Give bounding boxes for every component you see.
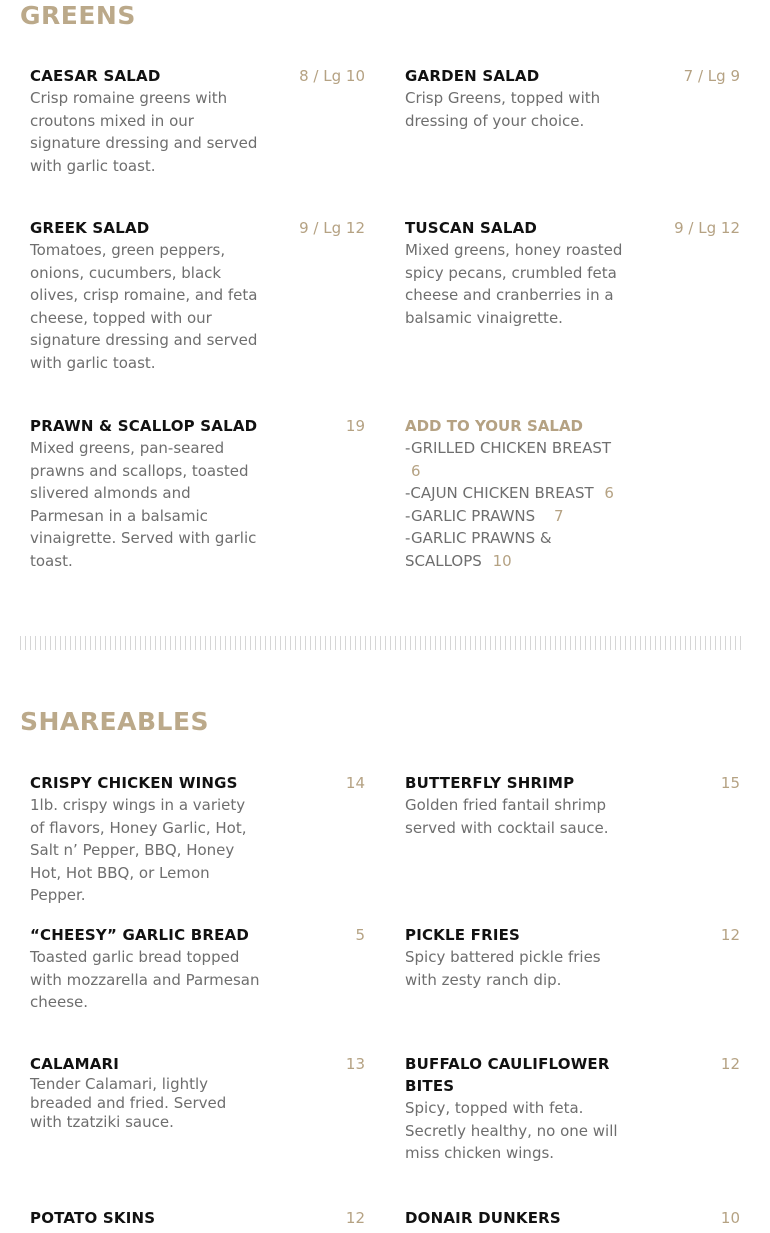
item-price: 9 / Lg 12 xyxy=(674,219,740,237)
menu-item-calamari xyxy=(30,1053,365,1132)
menu-item-buffalo-cauliflower-bites xyxy=(405,1053,740,1165)
item-description: Mixed greens, pan-seared prawns and scallops, toasted slivered almonds and Parmesan in a balsamic vinaigrette. Served with garlic toast. xyxy=(30,439,257,570)
item-price: 9 / Lg 12 xyxy=(299,219,365,237)
item-description: Golden fried fantail shrimp served with cocktail sauce. xyxy=(405,796,609,837)
item-name: BUFFALO CAULIFLOWER BITES xyxy=(405,1055,610,1095)
addon-item xyxy=(405,527,630,572)
item-name: GREEK SALAD xyxy=(30,219,150,237)
menu-item-donair-dunkers xyxy=(405,1207,740,1229)
addon-label: -GRILLED CHICKEN BREAST xyxy=(405,439,612,457)
menu-item-tuscan-salad xyxy=(405,217,740,329)
item-description: 1lb. crispy wings in a variety of flavors, Honey Garlic, Hot, Salt n’ Pepper, BBQ, Honey Hot, Hot BBQ, or Lemon Pepper. xyxy=(30,796,247,905)
menu-item-cheesy-garlic-bread xyxy=(30,924,365,1014)
menu-item-butterfly-shrimp xyxy=(405,772,740,839)
item-price: 13 xyxy=(345,1055,365,1073)
section-divider xyxy=(20,636,742,650)
item-price: 12 xyxy=(720,926,740,944)
item-name: “CHEESY” GARLIC BREAD xyxy=(30,926,249,944)
item-name: PICKLE FRIES xyxy=(405,926,521,944)
addon-price: 6 xyxy=(411,461,421,480)
menu-item-pickle-fries xyxy=(405,924,740,991)
menu-item-crispy-chicken-wings xyxy=(30,772,365,907)
addon-item xyxy=(405,482,630,505)
item-name: CALAMARI xyxy=(30,1055,120,1073)
addons-title: ADD TO YOUR SALAD xyxy=(405,417,584,435)
addon-price: 7 xyxy=(553,506,564,525)
addon-label: -CAJUN CHICKEN BREAST xyxy=(405,484,594,503)
item-name: CAESAR SALAD xyxy=(30,67,161,85)
item-description: Tender Calamari, lightly breaded and fried. Served with tzatziki sauce. xyxy=(30,1075,227,1131)
item-description: Mixed greens, honey roasted spicy pecans, crumbled feta cheese and cranberries in a balsamic vinaigrette. xyxy=(405,241,623,327)
menu-item-garden-salad xyxy=(405,65,740,132)
item-price: 10 xyxy=(720,1209,740,1227)
menu-item-caesar-salad xyxy=(30,65,365,177)
salad-addons xyxy=(405,415,740,573)
item-price: 7 / Lg 9 xyxy=(683,67,740,85)
addon-item xyxy=(405,437,630,482)
item-price: 19 xyxy=(345,417,365,435)
item-price: 15 xyxy=(720,774,740,792)
item-name: DONAIR DUNKERS xyxy=(405,1209,561,1227)
item-price: 12 xyxy=(720,1055,740,1073)
item-description: Tomatoes, green peppers, onions, cucumbers, black olives, crisp romaine, and feta cheese, topped with our signature dressing and served with garlic toast. xyxy=(30,241,258,372)
addon-label: -GARLIC PRAWNS xyxy=(405,506,536,525)
item-price: 14 xyxy=(345,774,365,792)
item-description: Spicy battered pickle fries with zesty ranch dip. xyxy=(405,948,601,989)
item-name: CRISPY CHICKEN WINGS xyxy=(30,774,238,792)
shareables-heading: SHAREABLES xyxy=(20,707,210,736)
addon-label: -GARLIC PRAWNS & SCALLOPS xyxy=(405,529,552,570)
item-description: Spicy, topped with feta. Secretly healthy, no one will miss chicken wings. xyxy=(405,1099,618,1163)
addon-price: 6 xyxy=(604,484,614,503)
item-price: 12 xyxy=(345,1209,365,1227)
item-name: POTATO SKINS xyxy=(30,1209,156,1227)
menu-item-potato-skins xyxy=(30,1207,365,1229)
item-description: Crisp Greens, topped with dressing of your choice. xyxy=(405,89,601,130)
addon-item xyxy=(405,505,630,528)
item-description: Crisp romaine greens with croutons mixed in our signature dressing and served with garlic toast. xyxy=(30,89,258,175)
greens-heading: GREENS xyxy=(20,1,136,30)
item-price: 5 xyxy=(355,926,365,944)
item-name: TUSCAN SALAD xyxy=(405,219,538,237)
item-description: Toasted garlic bread topped with mozzarella and Parmesan cheese. xyxy=(30,948,260,1012)
addon-price: 10 xyxy=(492,551,512,570)
item-name: PRAWN & SCALLOP SALAD xyxy=(30,417,258,435)
item-name: BUTTERFLY SHRIMP xyxy=(405,774,575,792)
item-price: 8 / Lg 10 xyxy=(299,67,365,85)
item-name: GARDEN SALAD xyxy=(405,67,540,85)
menu-item-greek-salad xyxy=(30,217,365,375)
menu-item-prawn-scallop-salad xyxy=(30,415,365,573)
